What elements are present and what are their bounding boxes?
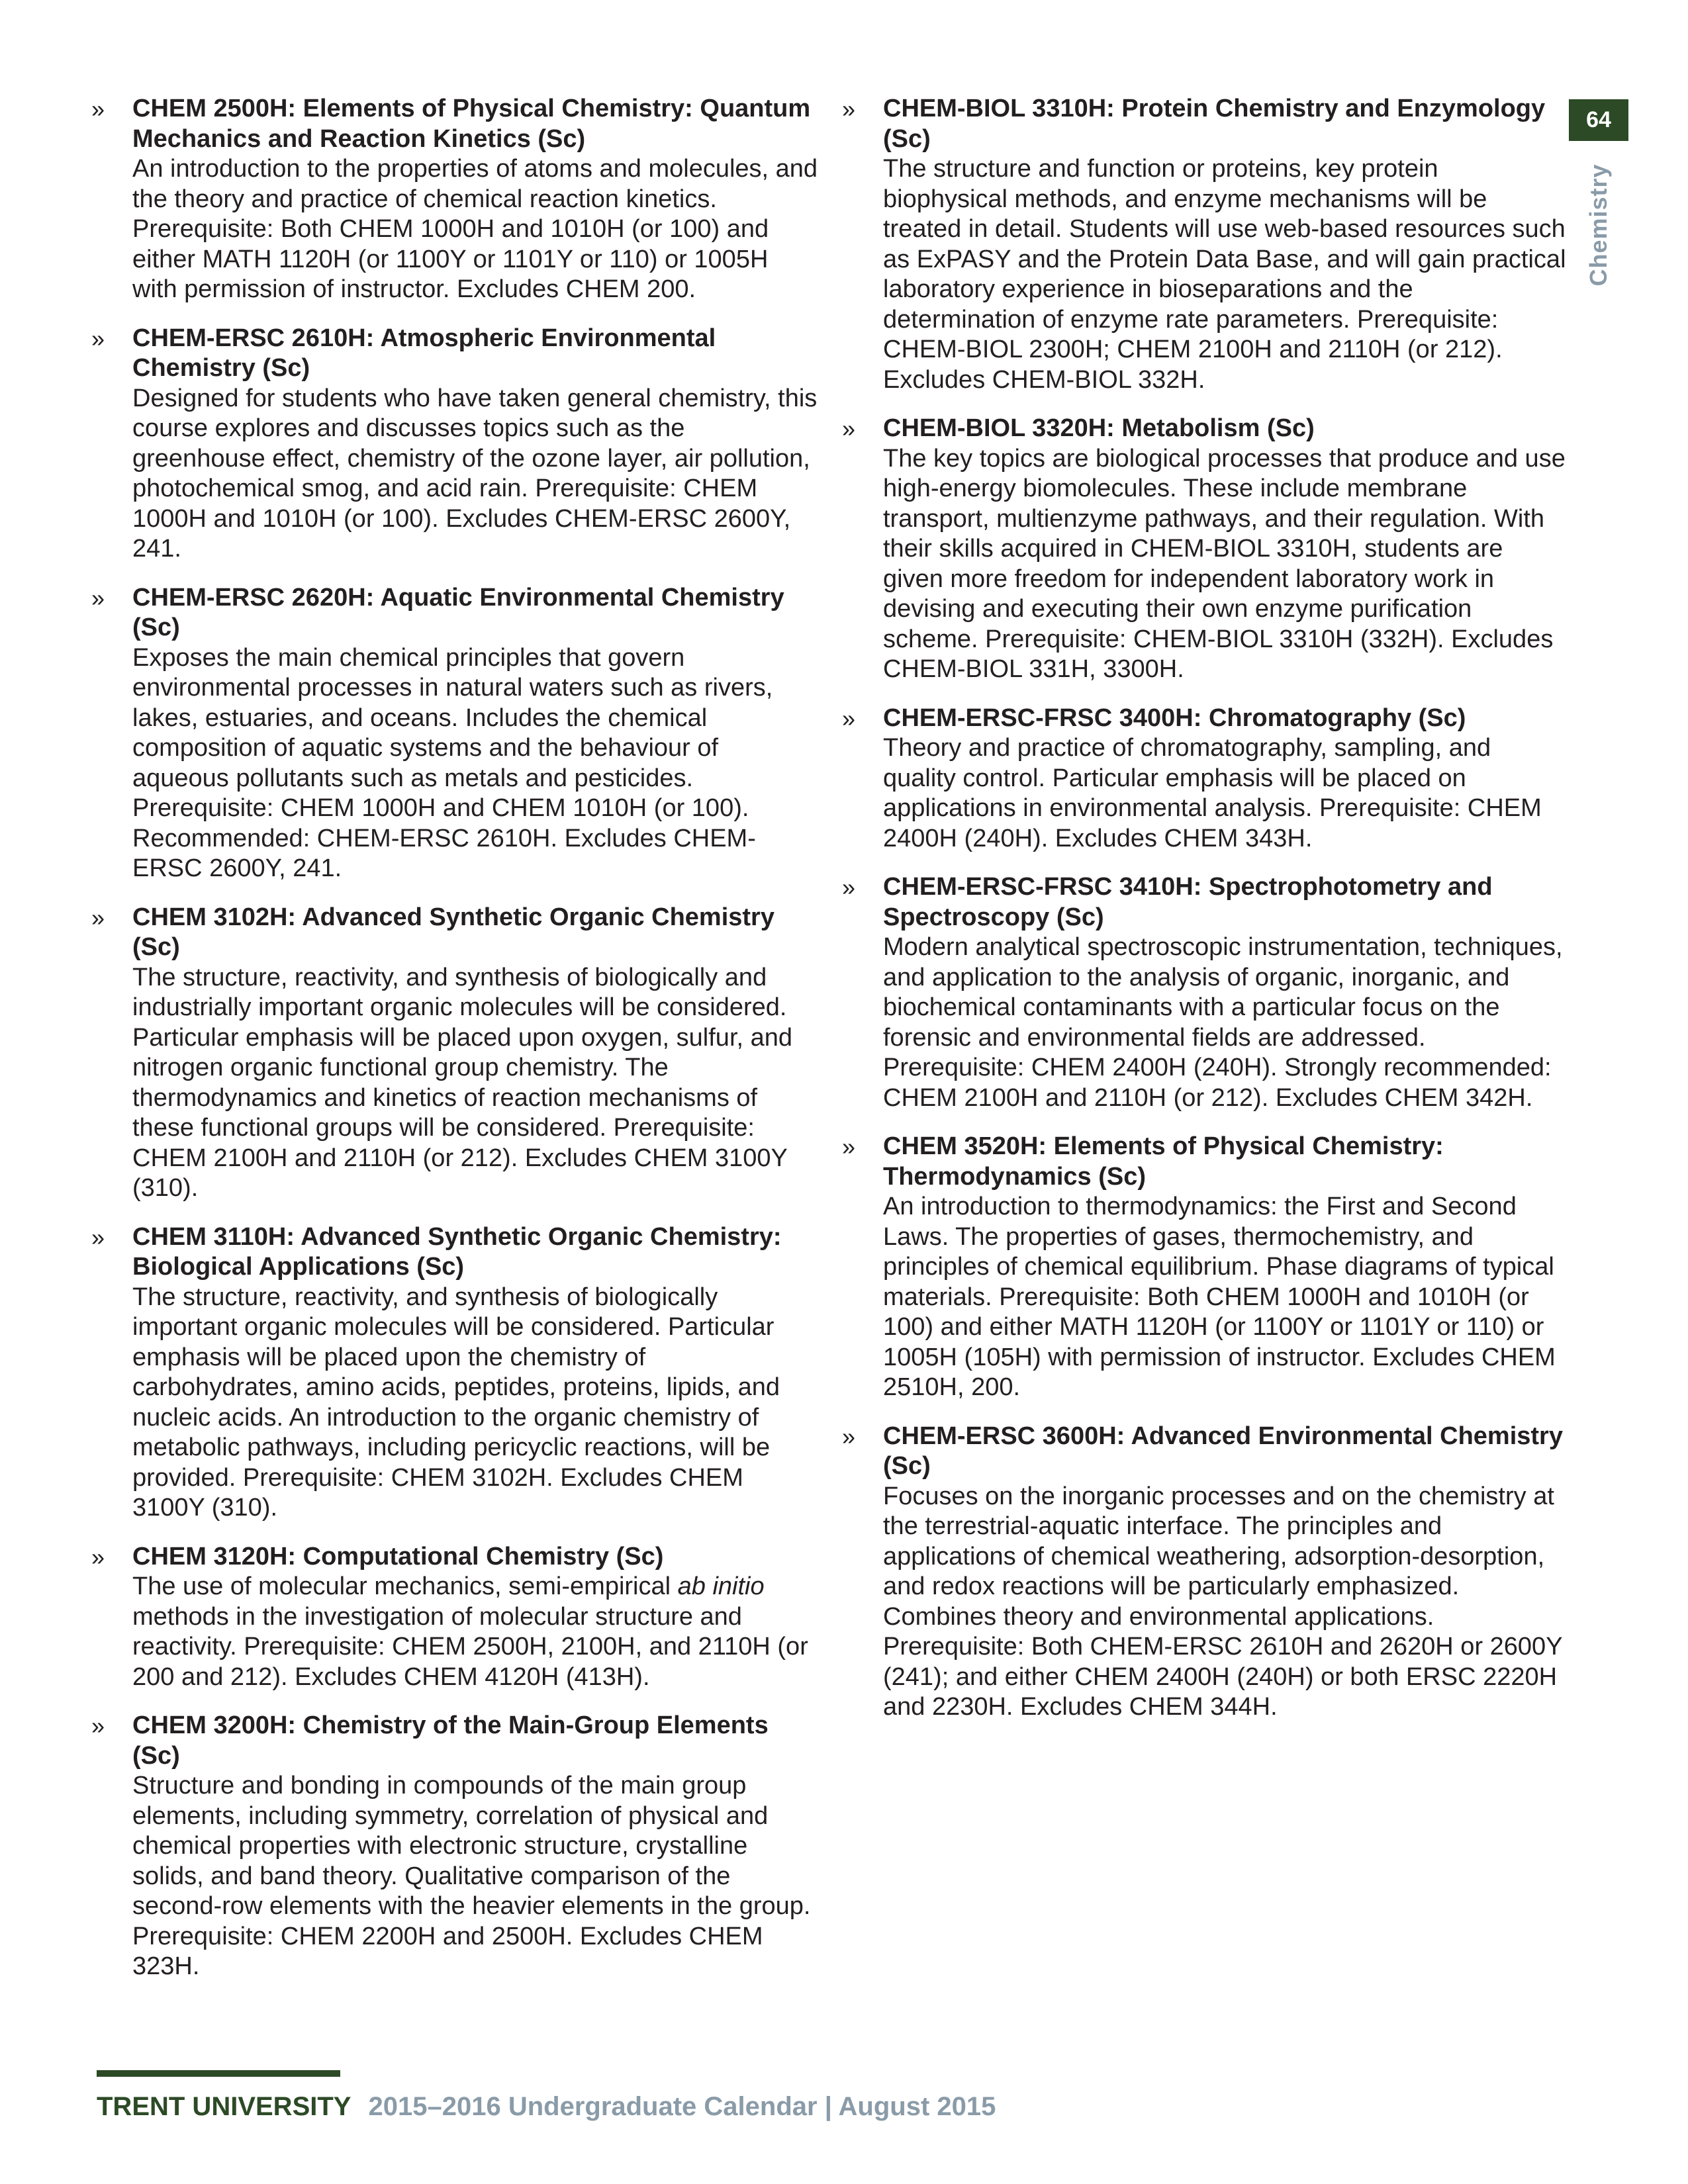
- course-title: CHEM 3520H: Elements of Physical Chemistry: Thermodynamics (Sc): [883, 1132, 1444, 1191]
- bullet-icon: »: [842, 95, 856, 122]
- course-description: The structure, reactivity, and synthesis of biologically important organic molecules will be considered. Particular emphasis will be placed upon the chemistry of carbohydrates, amino acids, peptides, proteins, lipids, and nucleic acids. An introduction to the organic chemistry of metabolic pathways, including pericyclic reactions, will be provided. Prerequisite: CHEM 3102H. Excludes CHEM 3100Y (310).: [132, 1283, 780, 1522]
- course-description: [132, 1572, 818, 1692]
- course-title: CHEM-ERSC 2610H: Atmospheric Environmental Chemistry (Sc): [132, 324, 716, 382]
- page-number-badge: 64: [1569, 99, 1628, 141]
- course-entry: [842, 414, 1569, 685]
- course-description: Exposes the main chemical principles that govern environmental processes in natural waters such as rivers, lakes, estuaries, and oceans. Includes the chemical composition of aquatic systems and the behaviour of aqueous pollutants such as metals and pesticides. Prerequisite: CHEM 1000H and CHEM 1010H (or 100). Recommended: CHEM-ERSC 2610H. Excludes CHEM-ERSC 2600Y, 241.: [132, 643, 773, 882]
- course-title: CHEM-ERSC-FRSC 3400H: Chromatography (Sc): [883, 704, 1466, 732]
- course-entry: [842, 94, 1569, 395]
- footer-calendar: 2015–2016 Undergraduate Calendar | August 2015: [368, 2092, 996, 2121]
- bullet-icon: »: [842, 415, 856, 442]
- course-entry: [91, 583, 818, 884]
- bullet-icon: »: [91, 584, 105, 612]
- course-title: CHEM 2500H: Elements of Physical Chemistry: Quantum Mechanics and Reaction Kinetics (Sc): [132, 95, 811, 153]
- bullet-icon: »: [91, 1223, 105, 1251]
- section-label: Chemistry: [1585, 163, 1612, 287]
- course-description: The structure and function or proteins, key protein biophysical methods, and enzyme mechanisms will be treated in detail. Students will use web-based resources such as ExPASY and the Protein Data Base, and will gain practical laboratory experience in bioseparations and the determination of enzyme rate parameters. Prerequisite: CHEM-BIOL 2300H; CHEM 2100H and 2110H (or 212). Excludes CHEM-BIOL 332H.: [883, 155, 1566, 394]
- footer-divider: [97, 2070, 340, 2077]
- course-title: CHEM-BIOL 3310H: Protein Chemistry and Enzymology (Sc): [883, 95, 1546, 153]
- bullet-icon: »: [91, 324, 105, 352]
- course-title: CHEM 3102H: Advanced Synthetic Organic Chemistry (Sc): [132, 903, 774, 961]
- description-text: The use of molecular mechanics, semi-empirical: [132, 1572, 678, 1600]
- bullet-icon: »: [842, 874, 856, 901]
- course-description: Focuses on the inorganic processes and on the chemistry at the terrestrial-aquatic interface. The principles and applications of chemical weathering, adsorption-desorption, and redox reactions will be particularly emphasized. Combines theory and environmental applications. Prerequisite: Both CHEM-ERSC 2610H and 2620H or 2600Y (241); and either CHEM 2400H (240H) or both ERSC 2220H and 2230H. Excludes CHEM 344H.: [883, 1482, 1562, 1721]
- course-title: CHEM 3110H: Advanced Synthetic Organic Chemistry: Biological Applications (Sc): [132, 1222, 782, 1281]
- bullet-icon: »: [91, 1543, 105, 1570]
- course-description: Structure and bonding in compounds of the main group elements, including symmetry, correlation of physical and chemical properties with electronic structure, crystalline solids, and band theory. Qualitative comparison of the second-row elements with the heavier elements in the group. Prerequisite: CHEM 2200H and 2500H. Excludes CHEM 323H.: [132, 1772, 811, 1980]
- course-description: Modern analytical spectroscopic instrumentation, techniques, and application to the analysis of organic, inorganic, and biochemical contaminants with a particular focus on the forensic and environmental fields are addressed. Prerequisite: CHEM 2400H (240H). Strongly recommended: CHEM 2100H and 2110H (or 212). Excludes CHEM 342H.: [883, 933, 1563, 1112]
- course-entry: [842, 1422, 1569, 1723]
- bullet-icon: »: [842, 704, 856, 732]
- course-description: The key topics are biological processes that produce and use high-energy biomolecules. These include membrane transport, multienzyme pathways, and their regulation. With their skills acquired in CHEM-BIOL 3310H, students are given more freedom for independent laboratory work in devising and executing their own enzyme purification scheme. Prerequisite: CHEM-BIOL 3310H (332H). Excludes CHEM-BIOL 331H, 3300H.: [883, 444, 1566, 683]
- course-entry: [91, 1542, 818, 1693]
- description-text: methods in the investigation of molecular structure and reactivity. Prerequisite: CHEM 2500H, 2100H, and 2110H (or 200 and 212). Excludes CHEM 4120H (413H).: [132, 1602, 808, 1691]
- course-title: CHEM 3200H: Chemistry of the Main-Group Elements (Sc): [132, 1711, 769, 1770]
- course-entry: [91, 903, 818, 1204]
- description-italic-term: ab initio: [677, 1572, 765, 1600]
- course-description: Theory and practice of chromatography, sampling, and quality control. Particular emphasis will be placed on applications in environmental analysis. Prerequisite: CHEM 2400H (240H). Excludes CHEM 343H.: [883, 734, 1542, 852]
- course-title: CHEM-ERSC 2620H: Aquatic Environmental Chemistry (Sc): [132, 583, 784, 641]
- course-entry: [91, 94, 818, 305]
- course-entry: [842, 704, 1569, 854]
- course-entry: [91, 1711, 818, 1982]
- bullet-icon: »: [91, 1712, 105, 1739]
- course-title: CHEM 3120H: Computational Chemistry (Sc): [132, 1542, 664, 1570]
- right-column: [842, 94, 1569, 1741]
- bullet-icon: »: [842, 1133, 856, 1160]
- footer-university: TRENT UNIVERSITY: [97, 2092, 352, 2121]
- course-entry: [91, 324, 818, 565]
- course-entry: [842, 872, 1569, 1113]
- course-description: An introduction to the properties of atoms and molecules, and the theory and practice of chemical reaction kinetics. Prerequisite: Both CHEM 1000H and 1010H (or 100) and either MATH 1120H (or 1100Y or 1101Y or 110) or 1005H with permission of instructor. Excludes CHEM 200.: [132, 155, 818, 303]
- course-description: An introduction to thermodynamics: the First and Second Laws. The properties of gases, thermochemistry, and principles of chemical equilibrium. Phase diagrams of typical materials. Prerequisite: Both CHEM 1000H and 1010H (or 100) and either MATH 1120H (or 1100Y or 1101Y or 110) or 1005H (105H) with permission of instructor. Excludes CHEM 2510H, 200.: [883, 1193, 1556, 1401]
- bullet-icon: »: [91, 95, 105, 122]
- course-title: CHEM-ERSC 3600H: Advanced Environmental Chemistry (Sc): [883, 1422, 1563, 1480]
- bullet-icon: »: [842, 1422, 856, 1450]
- course-entry: [91, 1222, 818, 1524]
- footer: [97, 2090, 996, 2123]
- course-title: CHEM-ERSC-FRSC 3410H: Spectrophotometry and Spectroscopy (Sc): [883, 873, 1493, 931]
- left-column: [91, 94, 818, 2001]
- course-title: CHEM-BIOL 3320H: Metabolism (Sc): [883, 414, 1315, 442]
- course-description: Designed for students who have taken general chemistry, this course explores and discusses topics such as the greenhouse effect, chemistry of the ozone layer, air pollution, photochemical smog, and acid rain. Prerequisite: CHEM 1000H and 1010H (or 100). Excludes CHEM-ERSC 2600Y, 241.: [132, 384, 818, 563]
- bullet-icon: »: [91, 903, 105, 931]
- course-entry: [842, 1132, 1569, 1403]
- course-description: The structure, reactivity, and synthesis of biologically and industrially important organic molecules will be considered. Particular emphasis will be placed upon oxygen, sulfur, and nitrogen organic functional group chemistry. The thermodynamics and kinetics of reaction mechanisms of these functional groups will be considered. Prerequisite: CHEM 2100H and 2110H (or 212). Excludes CHEM 3100Y (310).: [132, 963, 793, 1202]
